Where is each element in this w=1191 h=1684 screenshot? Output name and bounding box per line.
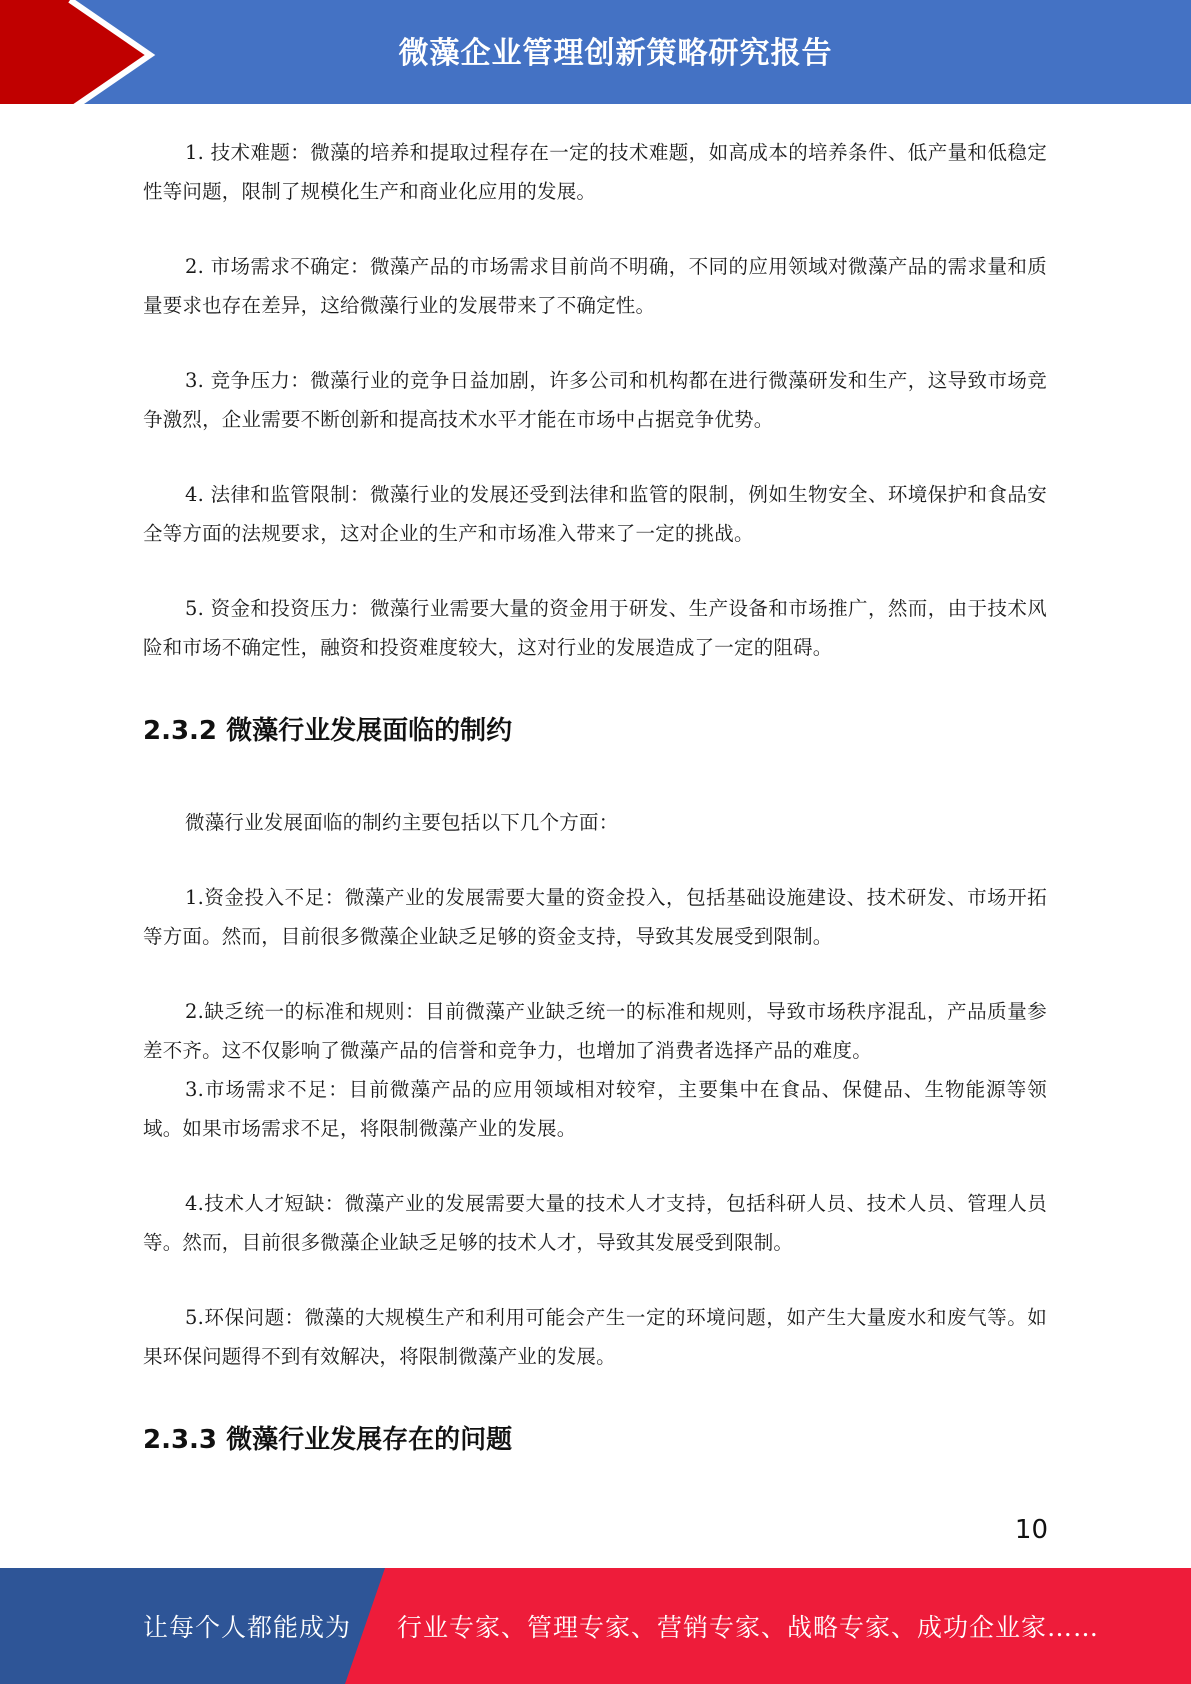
list-item: 3.市场需求不足：目前微藻产品的应用领域相对较窄，主要集中在食品、保健品、生物能源等领域。如果市场需求不足，将限制微藻产业的发展。	[143, 1078, 1047, 1140]
list-item: 2. 市场需求不确定：微藻产品的市场需求目前尚不明确，不同的应用领域对微藻产品的需求量和质量要求也存在差异，这给微藻行业的发展带来了不确定性。	[143, 255, 1047, 317]
section-intro: 微藻行业发展面临的制约主要包括以下几个方面：	[185, 811, 619, 834]
list-item: 1. 技术难题：微藻的培养和提取过程存在一定的技术难题，如高成本的培养条件、低产量和低稳定性等问题，限制了规模化生产和商业化应用的发展。	[143, 141, 1047, 203]
header-title: 微藻企业管理创新策略研究报告	[398, 36, 833, 71]
page-content	[143, 133, 1047, 1460]
list-item: 4. 法律和监管限制：微藻行业的发展还受到法律和监管的限制，例如生物安全、环境保护和食品安全等方面的法规要求，这对企业的生产和市场准入带来了一定的挑战。	[143, 483, 1047, 545]
page-footer	[0, 1568, 1191, 1684]
page-header	[0, 0, 1191, 110]
section-heading-2-3-2: 2.3.2 微藻行业发展面临的制约	[143, 716, 513, 746]
section-heading-2-3-3: 2.3.3 微藻行业发展存在的问题	[143, 1425, 513, 1455]
list-item: 3. 竞争压力：微藻行业的竞争日益加剧，许多公司和机构都在进行微藻研发和生产，这导致市场竞争激烈，企业需要不断创新和提高技术水平才能在市场中占据竞争优势。	[143, 369, 1047, 431]
footer-slogan-right: 行业专家、管理专家、营销专家、战略专家、成功企业家……	[397, 1613, 1100, 1642]
list-item: 5.环保问题：微藻的大规模生产和利用可能会产生一定的环境问题，如产生大量废水和废气等。如果环保问题得不到有效解决，将限制微藻产业的发展。	[143, 1306, 1047, 1368]
page-number: 10	[1014, 1515, 1048, 1545]
list-item: 2.缺乏统一的标准和规则：目前微藻产业缺乏统一的标准和规则，导致市场秩序混乱，产品质量参差不齐。这不仅影响了微藻产品的信誉和竞争力，也增加了消费者选择产品的难度。	[143, 1000, 1047, 1062]
list-item: 5. 资金和投资压力：微藻行业需要大量的资金用于研发、生产设备和市场推广，然而，由于技术风险和市场不确定性，融资和投资难度较大，这对行业的发展造成了一定的阻碍。	[143, 597, 1047, 659]
list-item: 1.资金投入不足：微藻产业的发展需要大量的资金投入，包括基础设施建设、技术研发、市场开拓等方面。然而，目前很多微藻企业缺乏足够的资金支持，导致其发展受到限制。	[143, 886, 1047, 948]
footer-slogan-left: 让每个人都能成为	[143, 1613, 352, 1642]
list-item: 4.技术人才短缺：微藻产业的发展需要大量的技术人才支持，包括科研人员、技术人员、管理人员等。然而，目前很多微藻企业缺乏足够的技术人才，导致其发展受到限制。	[143, 1192, 1047, 1254]
